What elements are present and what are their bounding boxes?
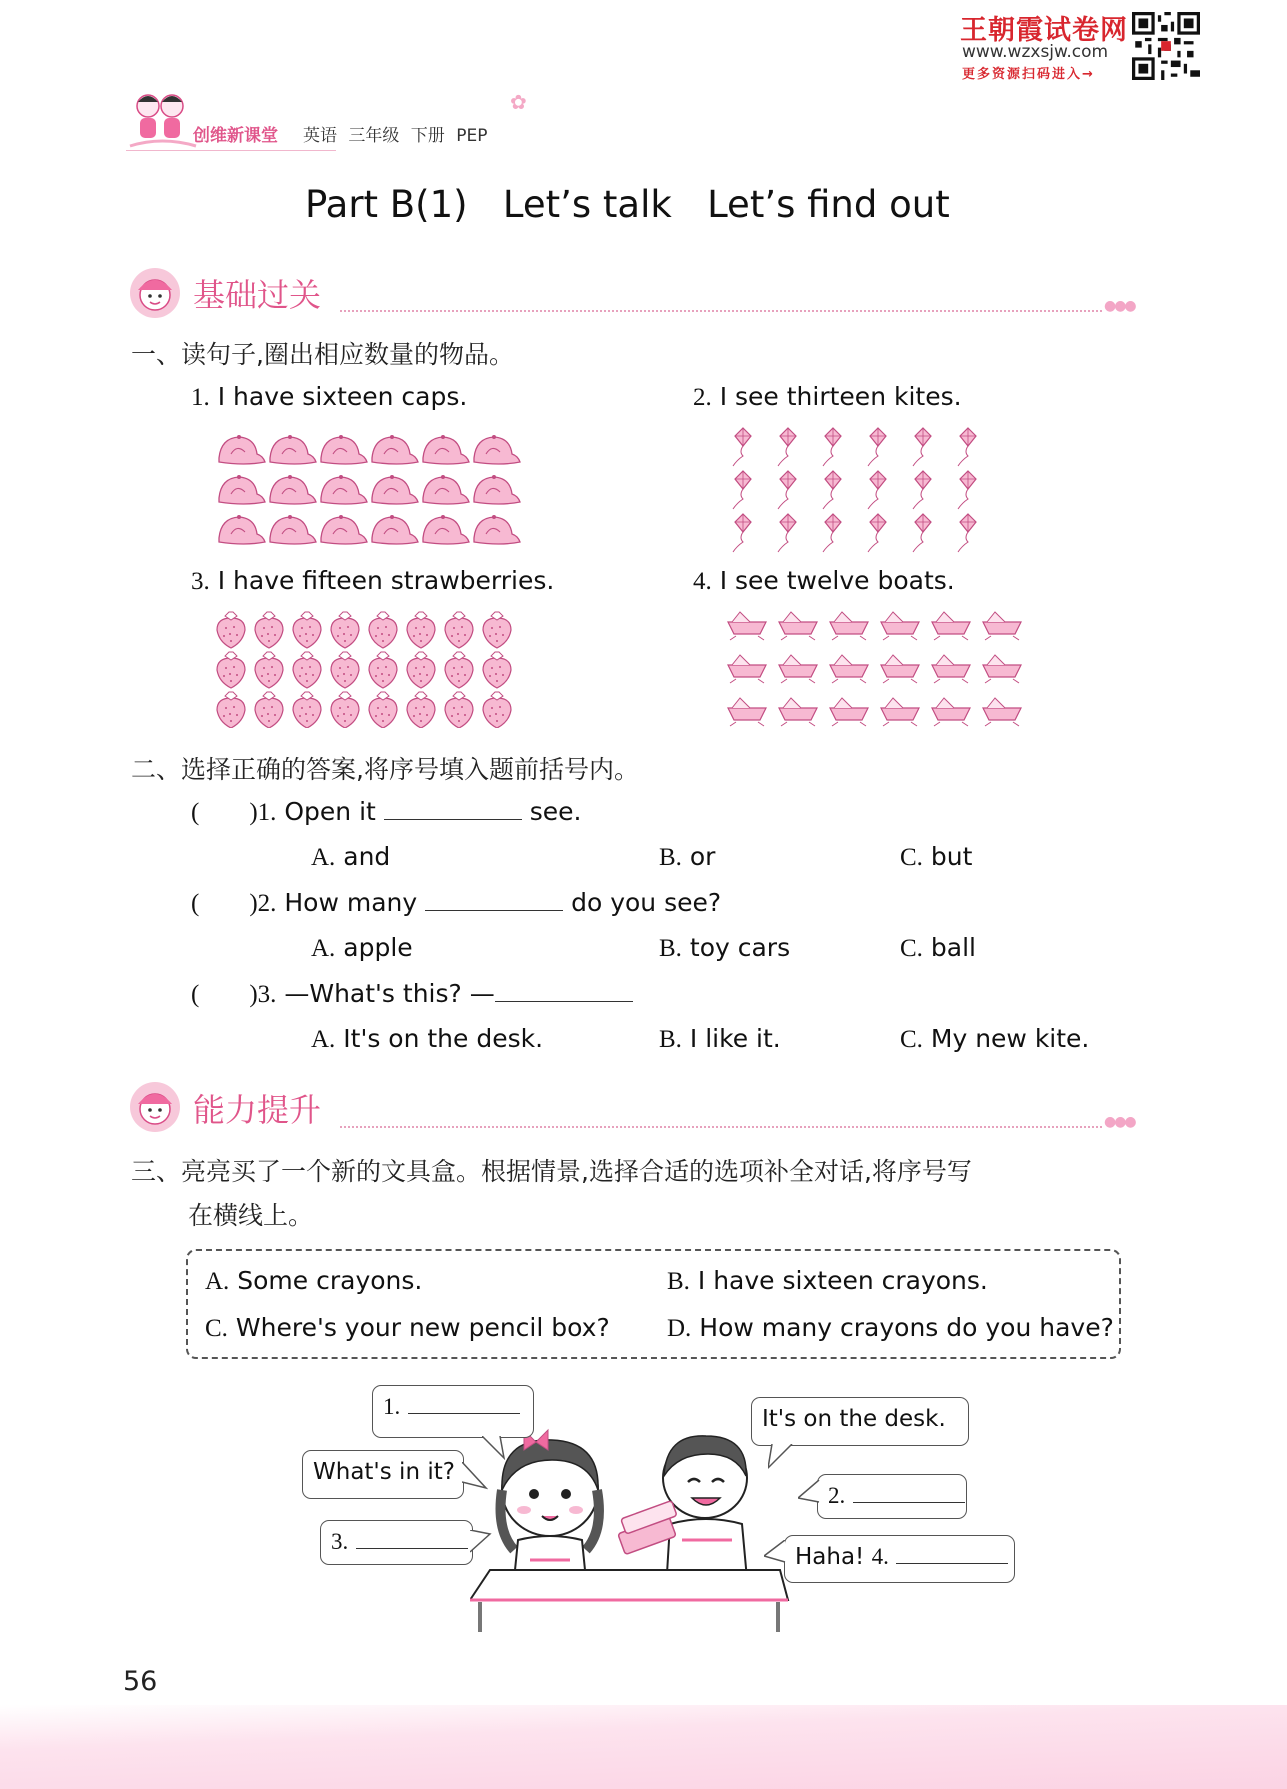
bubble-tail [470, 1530, 492, 1556]
section-title-basic: 基础过关 [193, 276, 322, 314]
speech-bubble-2 [817, 1474, 967, 1519]
option-letter: C. [900, 935, 923, 962]
course-info: 英语 三年级 下册 PEP [303, 126, 488, 146]
bubble-text: Haha! [795, 1544, 865, 1570]
option-text: toy cars [689, 933, 791, 962]
speech-bubble-3 [320, 1520, 473, 1565]
q2-item-2-pre: How many [284, 888, 418, 917]
kids-illustration [470, 1420, 800, 1640]
decorative-dots-icon: ●●● [1104, 298, 1135, 314]
option-text: but [930, 842, 973, 871]
option-text: and [343, 842, 391, 871]
section-divider [340, 1126, 1102, 1128]
bubble-tail [768, 1444, 796, 1470]
q2-2-option-c[interactable] [900, 933, 976, 963]
q2-item-2 [191, 888, 721, 918]
watermark-note: 更多资源扫码进入→ [962, 67, 1095, 82]
header-divider [126, 150, 336, 151]
q2-item-1-num: 1. [257, 799, 277, 826]
qr-code-icon[interactable] [1132, 12, 1200, 80]
decorative-dots-icon: ●●● [1104, 1114, 1135, 1130]
fill-blank[interactable] [853, 1484, 965, 1503]
kites-grid [725, 426, 995, 554]
q2-3-option-c[interactable] [900, 1024, 1089, 1054]
q2-3-option-a[interactable] [311, 1024, 543, 1054]
question-3-heading-line2: 在横线上。 [188, 1201, 314, 1230]
option-text: or [689, 842, 716, 871]
fill-blank[interactable] [425, 888, 563, 911]
q1-item-3 [191, 566, 554, 596]
strawberries-grid [215, 610, 521, 728]
q2-item-1 [191, 797, 581, 827]
q2-2-option-a[interactable] [311, 933, 413, 963]
option-text: Where's your new pencil box? [235, 1313, 610, 1342]
page-number: 56 [123, 1666, 158, 1697]
option-letter: B. [659, 935, 682, 962]
fill-blank[interactable] [356, 1530, 468, 1549]
question-1-heading: 一、读句子,圈出相应数量的物品。 [131, 340, 514, 369]
q3-option-b [667, 1266, 988, 1296]
bubble-tail [798, 1480, 820, 1506]
q2-item-2-post: do you see? [571, 888, 722, 917]
option-letter: A. [311, 844, 336, 871]
q2-item-3-pre: —What's this? — [284, 979, 495, 1008]
answer-paren[interactable]: ( ) [191, 890, 258, 917]
bubble-num: 4. [871, 1544, 889, 1569]
bubble-num: 2. [828, 1483, 846, 1508]
q1-item-4-num: 4. [693, 568, 712, 595]
q1-item-1-num: 1. [191, 384, 210, 411]
brand-name: 创维新课堂 [193, 126, 278, 146]
option-text: apple [343, 933, 413, 962]
option-text: How many crayons do you have? [699, 1313, 1114, 1342]
watermark-url[interactable]: www.wzxsjw.com [962, 42, 1109, 62]
bubble-tail [764, 1540, 786, 1566]
bubble-text: It's on the desk. [762, 1406, 946, 1432]
option-text: My new kite. [930, 1024, 1090, 1053]
q2-item-2-num: 2. [257, 890, 277, 917]
desk [470, 1570, 788, 1632]
option-letter: B. [659, 1026, 682, 1053]
option-letter: B. [667, 1268, 690, 1295]
q2-2-option-b[interactable] [659, 933, 790, 963]
option-letter: D. [667, 1315, 692, 1342]
q1-item-3-text: I have fifteen strawberries. [217, 566, 555, 595]
fill-blank[interactable] [495, 979, 633, 1002]
q2-1-option-b[interactable] [659, 842, 715, 872]
option-letter: C. [205, 1315, 228, 1342]
option-letter: A. [205, 1268, 230, 1295]
q2-item-1-pre: Open it [284, 797, 376, 826]
q2-3-option-b[interactable] [659, 1024, 781, 1054]
caps-grid [215, 432, 527, 546]
q1-item-1-text: I have sixteen caps. [217, 382, 468, 411]
question-2-heading: 二、选择正确的答案,将序号填入题前括号内。 [131, 755, 639, 784]
section-title-advanced: 能力提升 [193, 1091, 322, 1129]
answer-paren[interactable]: ( ) [191, 799, 258, 826]
speech-bubble-1 [372, 1385, 534, 1438]
option-letter: B. [659, 844, 682, 871]
question-3-heading-line1: 三、亮亮买了一个新的文具盒。根据情景,选择合适的选项补全对话,将序号写 [131, 1157, 972, 1186]
q1-item-2-text: I see thirteen kites. [719, 382, 962, 411]
sparkle-icon: ✿ [510, 90, 527, 114]
option-text: Some crayons. [237, 1266, 423, 1295]
watermark-title: 王朝霞试卷网 [960, 15, 1128, 46]
q3-option-c [205, 1313, 610, 1343]
q1-item-4-text: I see twelve boats. [719, 566, 955, 595]
fill-blank[interactable] [384, 797, 522, 820]
bubble-text: What's in it? [313, 1459, 455, 1485]
option-letter: C. [900, 1026, 923, 1053]
speech-bubble-4 [784, 1535, 1015, 1583]
q1-item-4 [693, 566, 955, 596]
cap-icon [219, 435, 265, 464]
q1-item-2-num: 2. [693, 384, 712, 411]
option-text: ball [930, 933, 976, 962]
q1-item-2 [693, 382, 962, 412]
bottom-decorative-band [0, 1705, 1287, 1789]
bubble-num: 1. [383, 1394, 401, 1419]
option-text: It's on the desk. [343, 1024, 544, 1053]
bubble-num: 3. [331, 1529, 349, 1554]
boats-grid [726, 608, 1026, 728]
q2-item-1-post: see. [529, 797, 582, 826]
q3-option-a [205, 1266, 422, 1296]
bubble-tail [462, 1462, 488, 1490]
kids-logo-icon [126, 88, 198, 154]
q2-1-option-c[interactable] [900, 842, 972, 872]
page-title: Part B(1) Let’s talk Let’s find out [305, 183, 950, 226]
q3-option-d [667, 1313, 1114, 1343]
girl-avatar-icon [128, 266, 182, 320]
option-text: I have sixteen crayons. [697, 1266, 988, 1295]
section-divider [340, 310, 1102, 312]
option-letter: C. [900, 844, 923, 871]
fill-blank[interactable] [896, 1545, 1008, 1564]
speech-bubble-what [302, 1450, 464, 1499]
fill-blank[interactable] [408, 1395, 520, 1414]
q1-item-3-num: 3. [191, 568, 210, 595]
option-letter: A. [311, 1026, 336, 1053]
q1-item-1 [191, 382, 467, 412]
bubble-tail [482, 1436, 506, 1460]
option-text: I like it. [689, 1024, 781, 1053]
speech-bubble-desk [751, 1397, 969, 1446]
q2-item-3-num: 3. [257, 981, 277, 1008]
answer-paren[interactable]: ( ) [191, 981, 258, 1008]
option-letter: A. [311, 935, 336, 962]
q2-1-option-a[interactable] [311, 842, 390, 872]
girl-avatar-icon [128, 1080, 182, 1134]
q2-item-3 [191, 979, 633, 1009]
